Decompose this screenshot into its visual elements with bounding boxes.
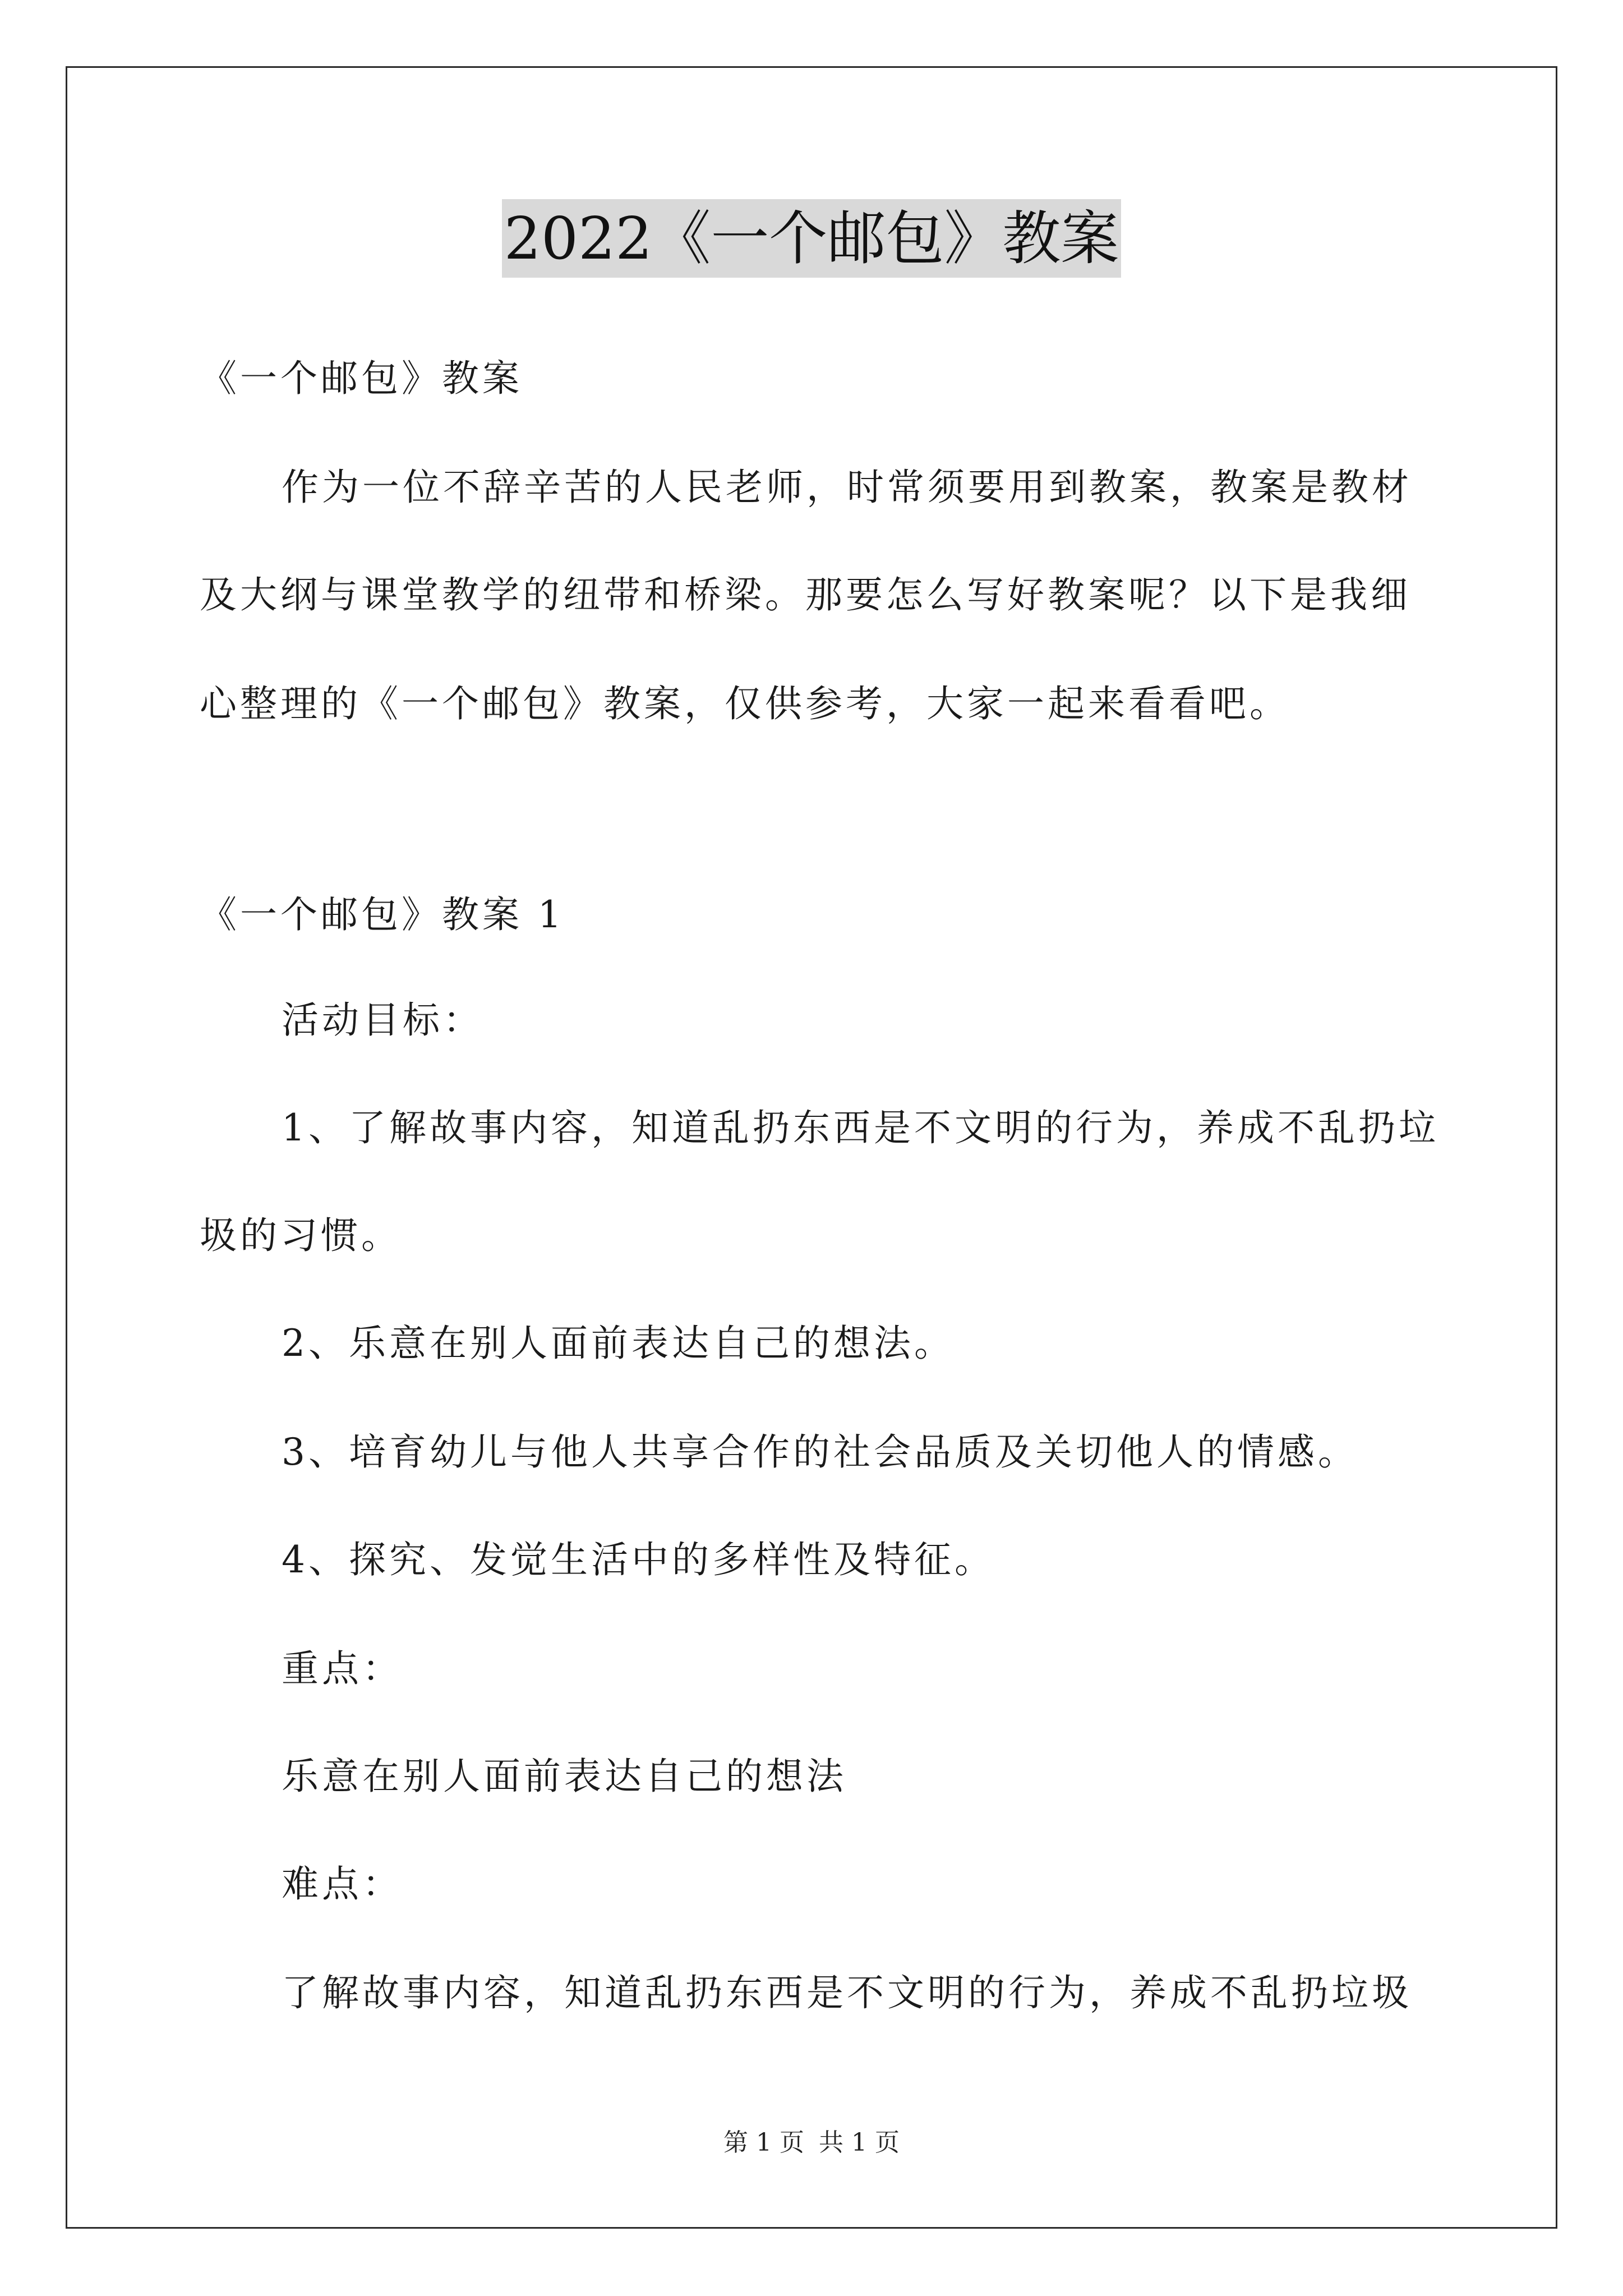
goal-item-3: 3、培育幼儿与他人共享合作的社会品质及关切他人的情感。 <box>282 1430 1358 1474</box>
difficulty-label: 难点： <box>282 1862 403 1906</box>
page-total: 共 1 页 <box>819 2128 900 2157</box>
document-title: 2022《一个邮包》教案 <box>502 199 1122 278</box>
key-point-label: 重点： <box>282 1647 403 1690</box>
title-container <box>0 199 1623 278</box>
section-heading: 《一个邮包》教案 1 <box>200 893 565 936</box>
goal-item-2: 2、乐意在别人面前表达自己的想法。 <box>282 1322 955 1365</box>
page-number: 第 1 页 <box>723 2128 804 2157</box>
goal-item-1: 1、了解故事内容，知道乱扔东西是不文明的行为，养成不乱扔垃 <box>282 1106 1439 1149</box>
intro-line-3: 心整理的《一个邮包》教案，仅供参考，大家一起来看看吧。 <box>200 682 1290 725</box>
key-point-text: 乐意在别人面前表达自己的想法 <box>282 1755 847 1798</box>
intro-line-2: 及大纲与课堂教学的纽带和桥梁。那要怎么写好教案呢？以下是我细 <box>200 573 1411 616</box>
difficulty-text: 了解故事内容，知道乱扔东西是不文明的行为，养成不乱扔垃圾 <box>282 1971 1412 2014</box>
subtitle: 《一个邮包》教案 <box>200 357 523 400</box>
goal-item-1-cont: 圾的习惯。 <box>200 1214 402 1257</box>
goals-label: 活动目标： <box>282 999 483 1042</box>
page-footer <box>0 2126 1623 2160</box>
intro-line-1: 作为一位不辞辛苦的人民老师，时常须要用到教案，教案是教材 <box>282 466 1412 509</box>
goal-item-4: 4、探究、发觉生活中的多样性及特征。 <box>282 1538 995 1581</box>
